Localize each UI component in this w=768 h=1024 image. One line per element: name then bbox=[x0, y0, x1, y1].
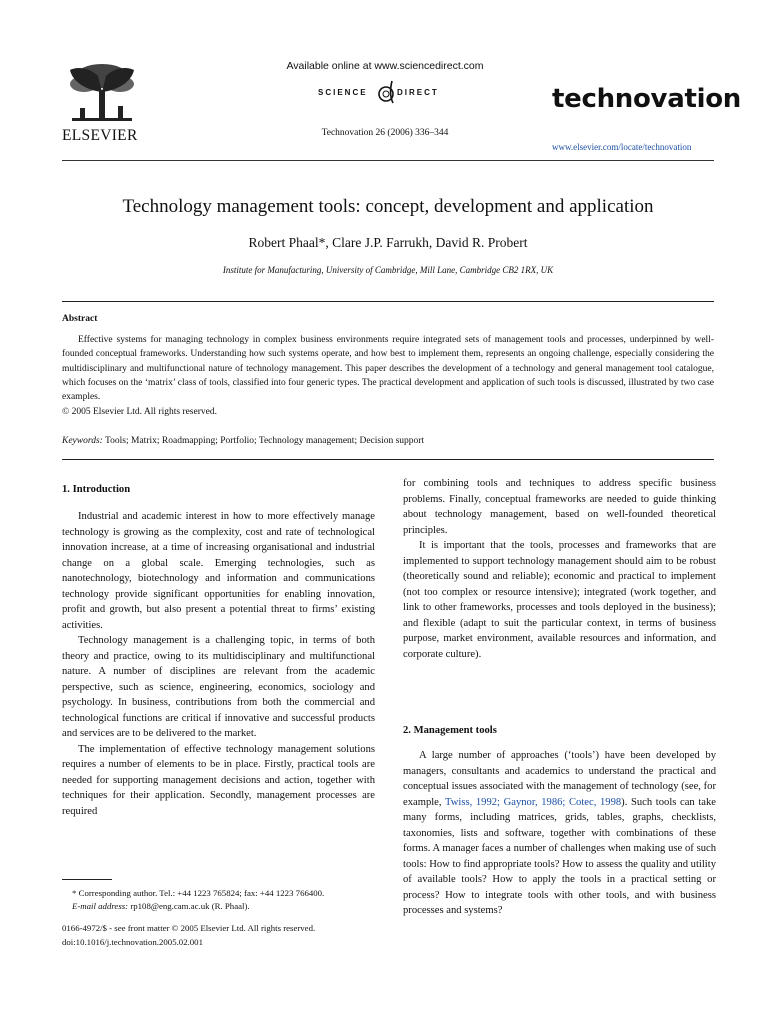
corresponding-author-note: * Corresponding author. Tel.: +44 1223 765824; fax: +44 1223 766400. bbox=[72, 888, 325, 898]
sciencedirect-d-icon bbox=[376, 79, 398, 105]
sciencedirect-left: SCIENCE bbox=[318, 88, 368, 97]
col2-paragraph-1: for combining tools and techniques to address specific business problems. Finally, conceptual frameworks are needed to guide thinking about technology management, based on well-founded theoretical principles. bbox=[403, 478, 716, 536]
abstract-copyright: © 2005 Elsevier Ltd. All rights reserved. bbox=[62, 407, 217, 417]
available-online-text[interactable]: Available online at www.sciencedirect.com bbox=[286, 60, 484, 72]
intro-paragraph-1: Industrial and academic interest in how to more effectively manage technology is growing as the complexity, cost and rate of technological innovation increase, at a time of increasing organisational and industrial change on a global scale. Emerging technologies, such as nanotechnology, biotechnology and information and communications technology provide significant opportunities for enabling innovation, profit and growth, but also present a potential threat to firms’ existing activities. bbox=[62, 511, 375, 631]
intro-heading-text: 1. Introduction bbox=[62, 484, 131, 495]
sciencedirect-right: DIRECT bbox=[397, 88, 439, 97]
intro-paragraph-3: The implementation of effective technology management solutions requires a number of elements to be in place. Firstly, practical tools are needed for supporting management decisions and action, together with techniques for their application. Secondly, management processes are required bbox=[62, 743, 375, 817]
tools-heading bbox=[403, 720, 497, 738]
author-affiliation: Institute for Manufacturing, University of Cambridge, Mill Lane, Cambridge CB2 1RX, UK bbox=[222, 265, 554, 275]
journal-url-link[interactable]: www.elsevier.com/locate/technovation bbox=[552, 142, 692, 152]
tools-paragraph-1 bbox=[403, 748, 716, 919]
abstract-bottom-divider bbox=[62, 459, 714, 460]
email-label: E-mail address: bbox=[72, 900, 129, 911]
header-divider bbox=[62, 160, 714, 161]
tools-paragraph-1-start: A large number of approaches (‘tools’) have been developed by managers, consultants and academics to understand the practical and conceptual issues associated with the management of technology (see, for example, bbox=[403, 750, 716, 808]
tools-paragraph-1-end: ). Such tools can take many forms, including matrices, grids, tables, graphs, checklists, taxonomies, lists and software, together with combinations of these forms. A manager faces a number of challenges when making use of such tools: How to find appropriate tools? How to assess the quality and utility of available tools? How to apply the tools in a practical setting or process? How to integrate tools with other tools, and with business processes and systems? bbox=[403, 796, 717, 916]
keywords-label: Keywords: bbox=[62, 436, 103, 446]
elsevier-tree-logo bbox=[64, 62, 140, 126]
abstract-text: Effective systems for managing technology in complex business environments require integrated sets of management tools and processes, underpinned by well-founded conceptual frameworks. Understanding how such systems operate, and how best to implement them, represents an ongoing challenge, especially considering the multidisciplinary and multifunctional nature of technology management. This paper describes the development of a technology and general management tool catalogue, which focuses on the ‘matrix’ class of tools, classified into four generic types. The practical development and application of such tools is discussed, illustrated by two case examples. bbox=[62, 335, 714, 403]
intro-paragraph-2: Technology management is a challenging topic, in terms of both theory and practice, owing to its multidisciplinary and multifunctional nature. A number of disciplines are relevant from the academic perspective, such as science, engineering, economics, sociology and psychology. In business, contributions from both the commercial and technological functions are critical if innovative and successful products and services are to be delivered to the market. bbox=[62, 635, 375, 739]
tools-heading-text: 2. Management tools bbox=[403, 725, 497, 736]
journal-name: technovation bbox=[552, 84, 741, 114]
publisher-name: ELSEVIER bbox=[62, 127, 138, 144]
abstract-top-divider bbox=[62, 301, 714, 302]
article-title: Technology management tools: concept, development and application bbox=[122, 196, 654, 217]
journal-reference: Technovation 26 (2006) 336–344 bbox=[321, 128, 449, 138]
email-line bbox=[62, 900, 392, 913]
footnote bbox=[62, 887, 392, 912]
keywords-list: Tools; Matrix; Roadmapping; Portfolio; Technology management; Decision support bbox=[105, 436, 425, 446]
issn-block bbox=[62, 921, 392, 949]
intro-heading bbox=[62, 479, 130, 497]
footnote-divider bbox=[62, 879, 112, 880]
issn-line: 0166-4972/$ - see front matter © 2005 Elsevier Ltd. All rights reserved. bbox=[62, 923, 316, 933]
abstract-heading: Abstract bbox=[62, 314, 98, 324]
email-address[interactable]: rp108@eng.cam.ac.uk (R. Phaal). bbox=[130, 900, 250, 911]
citation-link[interactable]: Twiss, 1992; Gaynor, 1986; Cotec, 1998 bbox=[445, 796, 622, 808]
column-right-top bbox=[403, 476, 716, 662]
doi-line[interactable]: doi:10.1016/j.technovation.2005.02.001 bbox=[62, 937, 203, 947]
keywords-line bbox=[62, 436, 714, 446]
article-authors: Robert Phaal*, Clare J.P. Farrukh, David R. Probert bbox=[248, 235, 528, 250]
sciencedirect-logo bbox=[300, 79, 470, 105]
column-right-bottom bbox=[403, 748, 716, 919]
col2-paragraph-2: It is important that the tools, processes and frameworks that are implemented to support technology management should aim to be robust (theoretically sound and reliable); economic and practical to implement (not too complex or resource intensive); integrated (work together, and link to other frameworks, processes and tools deployed in the business); and flexible (adapt to suit the particular context, in terms of business purpose, market environment, available resources and information, and corporate culture). bbox=[403, 540, 716, 660]
column-left bbox=[62, 509, 375, 819]
